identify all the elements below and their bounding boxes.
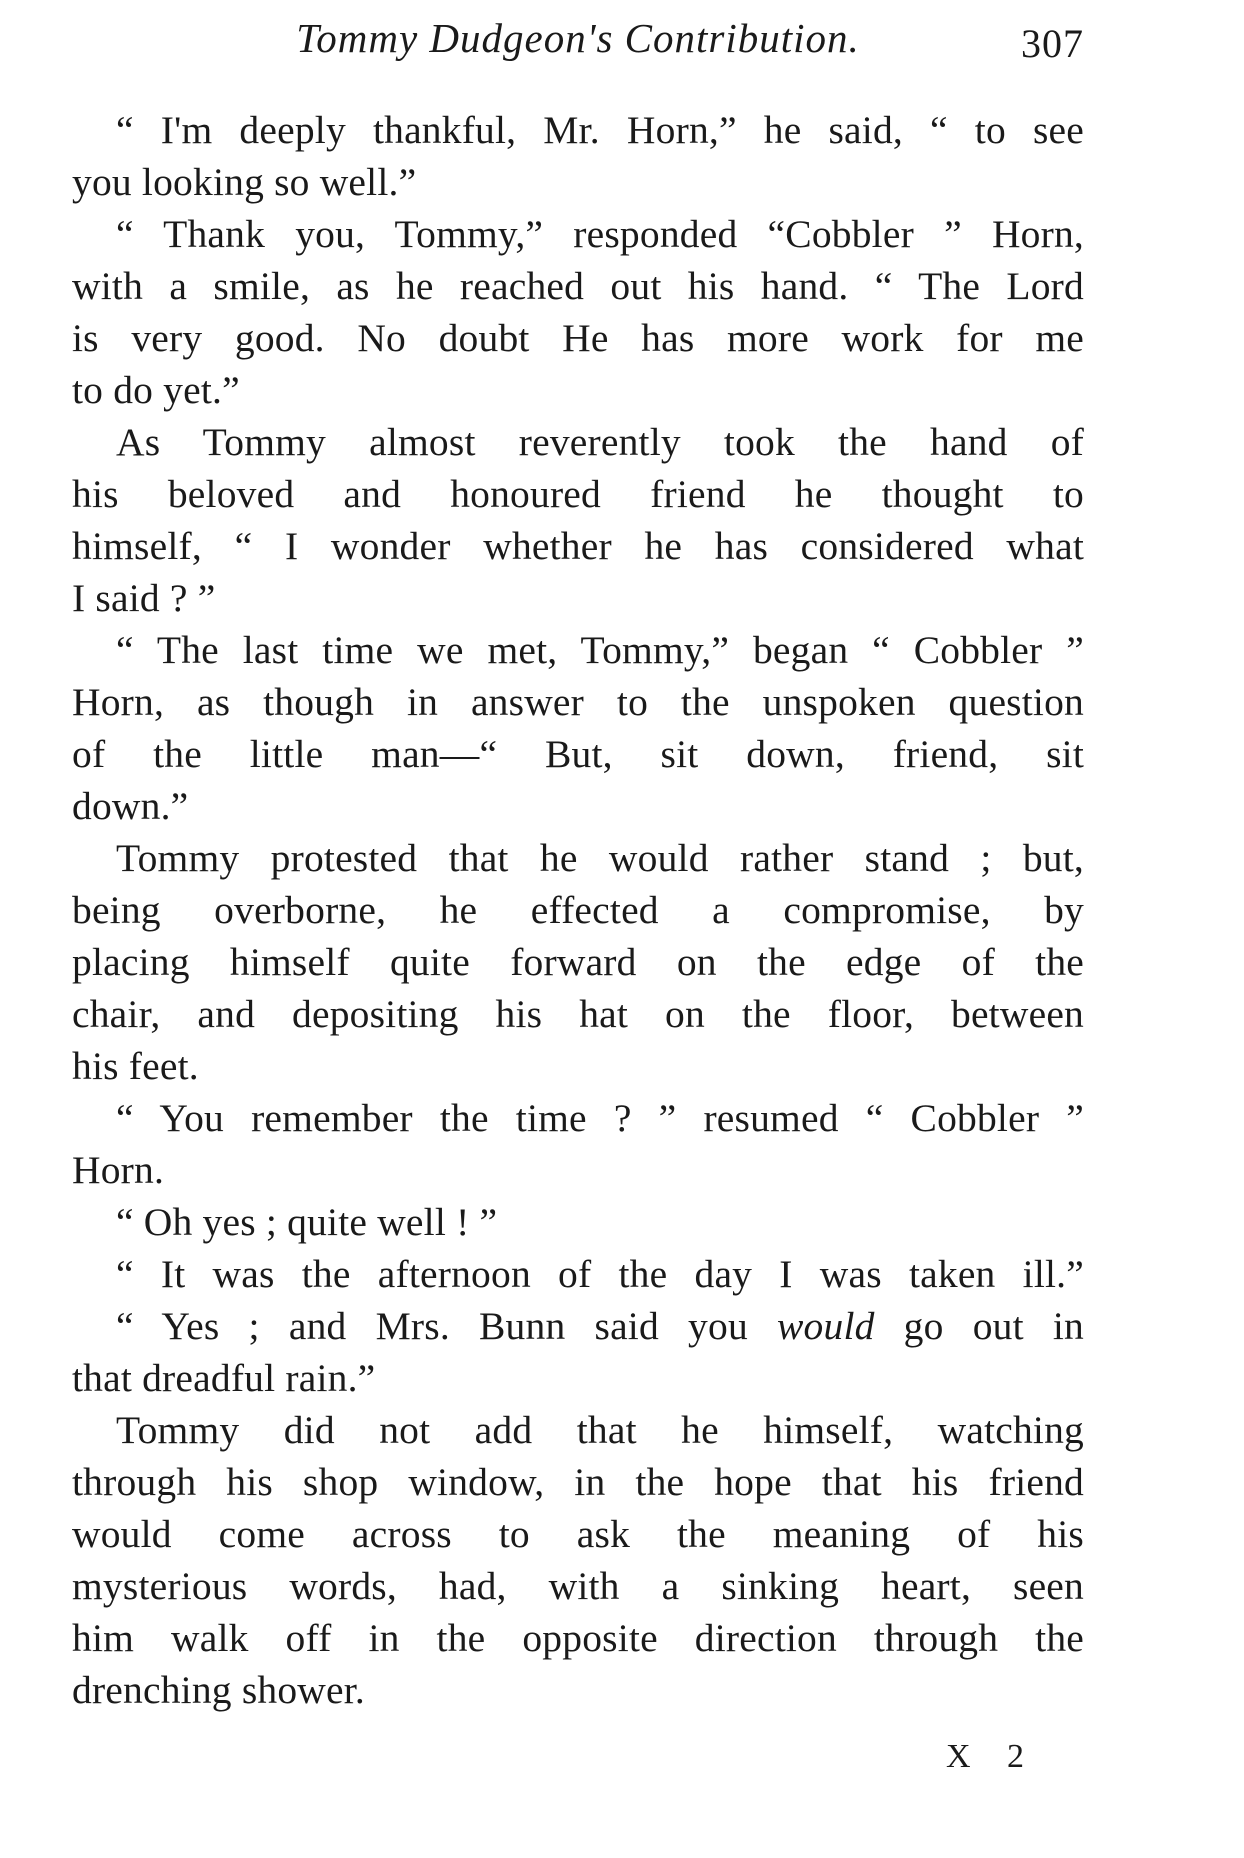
text-line: “ The last time we met, Tommy,” began “ Cobbler ” xyxy=(116,628,1084,672)
text-line: placing himself quite forward on the edge of the xyxy=(72,940,1084,984)
text-line: I said ? ” xyxy=(72,576,216,620)
text-line: “ I'm deeply thankful, Mr. Horn,” he said, “ to see xyxy=(116,108,1084,152)
text-line: As Tommy almost reverently took the hand of xyxy=(116,420,1084,464)
text-line: that dreadful rain.” xyxy=(72,1356,376,1400)
text-line: of the little man—“ But, sit down, friend, sit xyxy=(72,732,1084,776)
text-line: Tommy protested that he would rather stand ; but, xyxy=(116,836,1084,880)
text-line: his feet. xyxy=(72,1044,199,1088)
emphasis: would xyxy=(777,1304,875,1348)
text-line: with a smile, as he reached out his hand. “ The Lord xyxy=(72,264,1084,308)
text-line: “ Yes ; and Mrs. Bunn said you would go out in xyxy=(116,1304,1084,1348)
text-line: chair, and depositing his hat on the floor, between xyxy=(72,992,1084,1036)
page-header xyxy=(72,14,1084,74)
text-line: you looking so well.” xyxy=(72,160,417,204)
text-line: “ Thank you, Tommy,” responded “Cobbler ” Horn, xyxy=(116,212,1084,256)
text-line: mysterious words, had, with a sinking heart, seen xyxy=(72,1564,1084,1608)
text-line: Tommy did not add that he himself, watching xyxy=(116,1408,1084,1452)
running-title: Tommy Dudgeon's Contribution. xyxy=(296,15,860,61)
text-line: through his shop window, in the hope that his friend xyxy=(72,1460,1084,1504)
text-line: to do yet.” xyxy=(72,368,240,412)
text-line: would come across to ask the meaning of his xyxy=(72,1512,1084,1556)
text-line: “ Oh yes ; quite well ! ” xyxy=(116,1200,498,1244)
text-line: Horn, as though in answer to the unspoken question xyxy=(72,680,1084,724)
text-line: “ It was the afternoon of the day I was taken ill.” xyxy=(116,1252,1084,1296)
text-line: “ You remember the time ? ” resumed “ Cobbler ” xyxy=(116,1096,1084,1140)
text-line: him walk off in the opposite direction through the xyxy=(72,1616,1084,1660)
page-number: 307 xyxy=(1021,21,1084,66)
text-line: himself, “ I wonder whether he has considered what xyxy=(72,524,1084,568)
signature-mark: X 2 xyxy=(946,1738,1039,1775)
text-line: Horn. xyxy=(72,1148,165,1192)
text-line: down.” xyxy=(72,784,189,828)
text-line: his beloved and honoured friend he thought to xyxy=(72,472,1084,516)
text-line: is very good. No doubt He has more work for me xyxy=(72,316,1084,360)
body-text xyxy=(72,104,1084,1716)
text-line: being overborne, he effected a compromise, by xyxy=(72,888,1084,932)
text-line: drenching shower. xyxy=(72,1668,365,1712)
